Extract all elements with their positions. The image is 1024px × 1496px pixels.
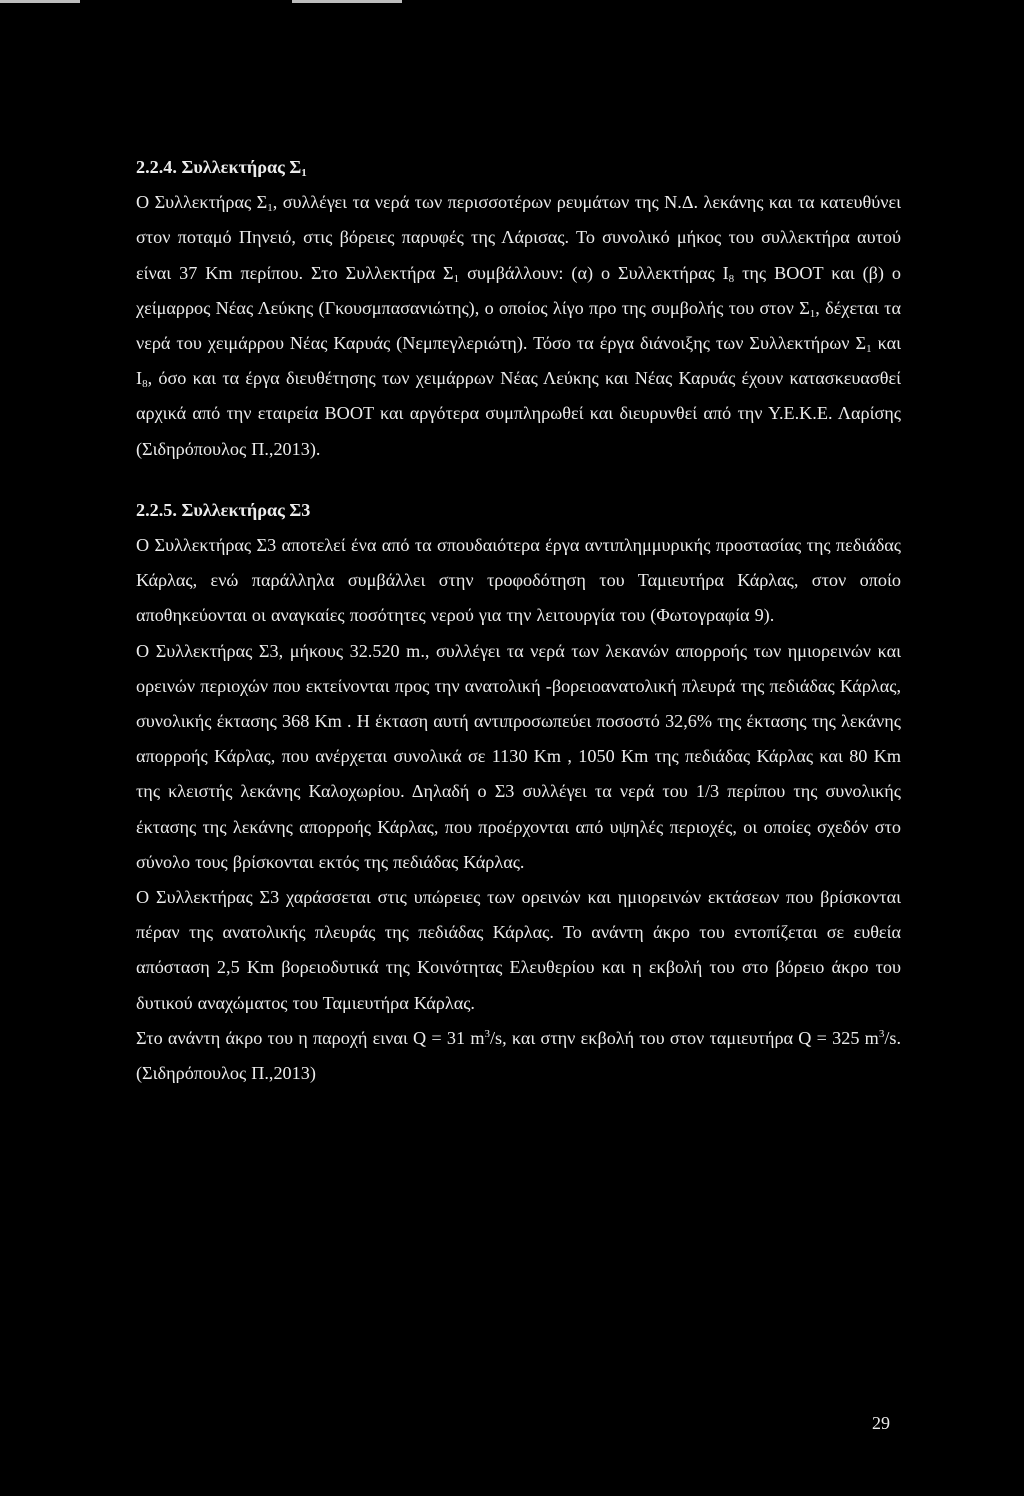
document-page xyxy=(136,150,901,1091)
scan-edge-center xyxy=(292,0,402,3)
paragraph-collector-s3-discharge: Στο ανάντη άκρο του η παροχή ειναι Q = 31 $m^3/s$, και στην εκβολή του στον ταμιευτήρα Q = 325 $m^3/s$. (Σιδηρόπουλος Π.,2013) xyxy=(136,1027,901,1084)
paragraph-collector-s3-route: Ο Συλλεκτήρας Σ3 χαράσσεται στις υπώρειες των ορεινών και ημιορεινών εκτάσεων που βρίσκονται πέραν της ανατολικής πλευράς της πεδιάδας Κάρλας. Το ανάντη άκρο του εντοπίζεται σε ευθεία απόσταση 2,5 Km βορειοδυτικά της Κοινότητας Ελευθερίου και η εκβολή του στο βόρειο άκρο του δυτικού αναχώματος του Ταμιευτήρα Κάρλας. xyxy=(136,887,901,1013)
section-heading-2-2-5: 2.2.5. Συλλεκτήρας Σ3 xyxy=(136,499,311,520)
paragraph-collector-s3-intro: Ο Συλλεκτήρας Σ3 αποτελεί ένα από τα σπουδαιότερα έργα αντιπλημμυρικής προστασίας της πεδιάδας Κάρλας, ενώ παράλληλα συμβάλλει στην τροφοδότηση του Ταμιευτήρα Κάρλας, στον οποίο αποθηκεύονται οι αναγκαίες ποσότητες νερού για την λειτουργία του (Φωτογραφία 9). xyxy=(136,535,901,626)
section-heading-2-2-4: 2.2.4. Συλλεκτήρας $\Sigma_1$ xyxy=(136,157,307,179)
page-number: 29 xyxy=(872,1413,890,1433)
section-gap xyxy=(136,467,901,493)
scan-edge-left xyxy=(0,0,80,3)
paragraph-collector-s1: Ο Συλλεκτήρας $\Sigma_1$, συλλέγει τα νερά των περισσοτέρων ρευμάτων της Ν.Δ. λεκάνης και τα κατευθύνει στον ποταμό Πηνειό, στις βόρειες παρυφές της Λάρισας. Το συνολικό μήκος του συλλεκτήρα αυτού είναι 37 Km περίπου. Στο Συλλεκτήρα $\Sigma_1$ συμβάλλουν: (α) ο Συλλεκτήρας $I_8$ της ΒΟΟΤ και (β) ο χείμαρρος Νέας Λεύκης (Γκουσμπασανιώτης), ο οποίος λίγο προ της συμβολής του στον $\Sigma_1$, δέχεται τα νερά του χειμάρρου Νέας Καρυάς (Νεμπεγλεριώτη). Τόσο τα έργα διάνοιξης των Συλλεκτήρων $\Sigma_1$ και $I_8$, όσο και τα έργα διευθέτησης των χειμάρρων Νέας Λεύκης και Νέας Καρυάς έχουν κατασκευασθεί αρχικά από την εταιρεία ΒΟΟΤ και αργότερα συμπληρωθεί και διευρυνθεί από την Υ.Ε.Κ.Ε. Λαρίσης (Σιδηρόπουλος Π.,2013). xyxy=(136,192,901,459)
paragraph-collector-s3-catchment: Ο Συλλεκτήρας Σ3, μήκους 32.520 m., συλλέγει τα νερά των λεκανών απορροής των ημιορεινών και ορεινών περιοχών που εκτείνονται προς την ανατολική -βορειοανατολική πλευρά της πεδιάδας Κάρλας, συνολικής έκτασης 368 Km . Η έκταση αυτή αντιπροσωπεύει ποσοστό 32,6% της έκτασης της λεκάνης απορροής Κάρλας, που ανέρχεται συνολικά σε 1130 Km , 1050 Km της πεδιάδας Κάρλας και 80 Km της κλειστής λεκάνης Καλοχωρίου. Δηλαδή ο Σ3 συλλέγει τα νερά του 1/3 περίπου της συνολικής έκτασης της λεκάνης απορροής Κάρλας, που προέρχονται από υψηλές περιοχές, οι οποίες σχεδόν στο σύνολο τους βρίσκονται εκτός της πεδιάδας Κάρλας. xyxy=(136,640,901,872)
